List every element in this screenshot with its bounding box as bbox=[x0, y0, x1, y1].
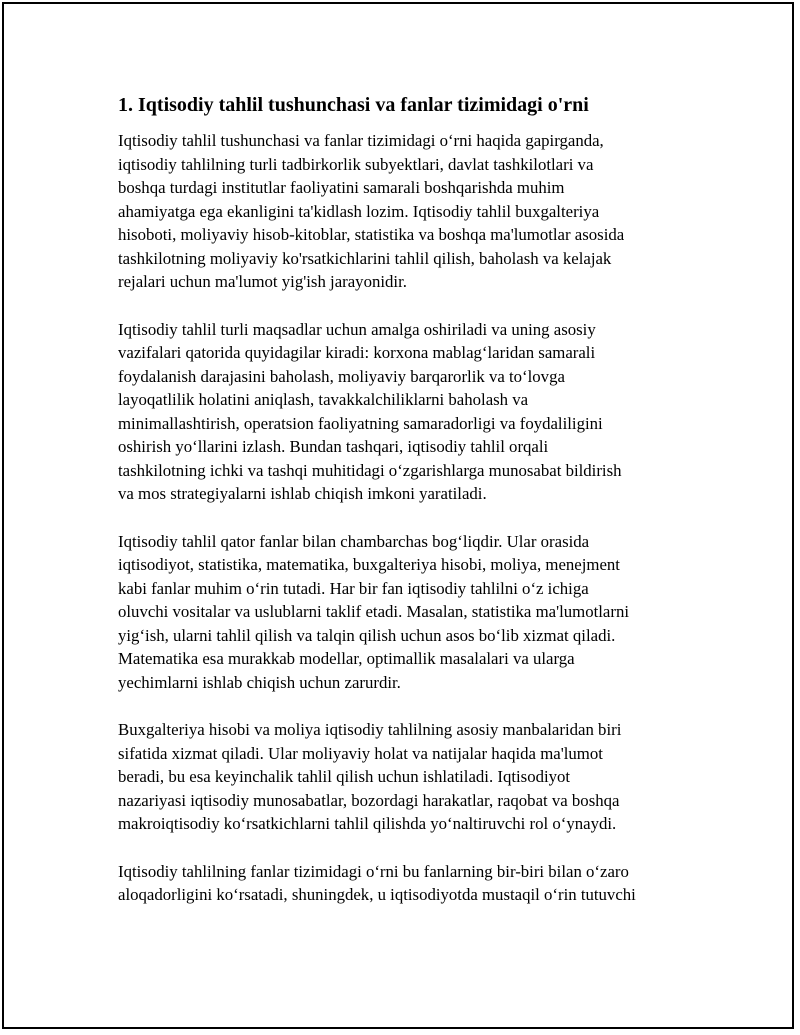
text-line: yechimlarni ishlab chiqish uchun zarurdir. bbox=[118, 672, 401, 692]
text-line: ahamiyatga ega ekanligini ta'kidlash lozim. Iqtisodiy tahlil buxgalteriya bbox=[118, 201, 600, 221]
document-content bbox=[118, 91, 698, 907]
text-line: makroiqtisodiy ko‘rsatkichlarni tahlil qilishda yo‘naltiruvchi rol o‘ynaydi. bbox=[118, 814, 617, 833]
paragraph bbox=[118, 860, 698, 907]
text-line: foydalanish darajasini baholash, moliyaviy barqarorlik va to‘lovga bbox=[118, 366, 565, 386]
text-line: Iqtisodiy tahlil turli maqsadlar uchun amalga oshiriladi va uning asosiy bbox=[118, 319, 596, 339]
text-line: nazariyasi iqtisodiy munosabatlar, bozordagi harakatlar, raqobat va boshqa bbox=[118, 790, 620, 810]
text-line: sifatida xizmat qiladi. Ular moliyaviy holat va natijalar haqida ma'lumot bbox=[118, 743, 603, 763]
text-line: iqtisodiy tahlilning turli tadbirkorlik subyektlari, davlat tashkilotlari va bbox=[118, 154, 594, 174]
text-line: yig‘ish, ularni tahlil qilish va talqin qilish uchun asos bo‘lib xizmat qiladi. bbox=[118, 625, 616, 645]
text-line: hisoboti, moliyaviy hisob-kitoblar, statistika va boshqa ma'lumotlar asosida bbox=[118, 225, 625, 244]
text-line: rejalari uchun ma'lumot yig'ish jarayonidir. bbox=[118, 272, 407, 291]
text-line: Matematika esa murakkab modellar, optimallik masalalari va ularga bbox=[118, 649, 575, 668]
text-line: iqtisodiyot, statistika, matematika, buxgalteriya hisobi, moliya, menejment bbox=[118, 555, 620, 574]
text-line: Iqtisodiy tahlilning fanlar tizimidagi o‘rni bu fanlarning bir-biri bilan o‘zaro bbox=[118, 861, 629, 881]
text-line: Iqtisodiy tahlil tushunchasi va fanlar tizimidagi o‘rni haqida gapirganda, bbox=[118, 131, 604, 150]
paragraph bbox=[118, 530, 698, 695]
document-title: 1. Iqtisodiy tahlil tushunchasi va fanlar tizimidagi o'rni bbox=[118, 94, 589, 116]
text-line: beradi, bu esa keyinchalik tahlil qilish uchun ishlatiladi. Iqtisodiyot bbox=[118, 767, 571, 786]
text-line: vazifalari qatorida quyidagilar kiradi: korxona mablag‘laridan samarali bbox=[118, 343, 596, 362]
paragraph bbox=[118, 718, 698, 836]
text-line: Buxgalteriya hisobi va moliya iqtisodiy tahlilning asosiy manbalaridan biri bbox=[118, 720, 622, 739]
text-line: minimallashtirish, operatsion faoliyatning samaradorligi va foydaliligini bbox=[118, 413, 603, 433]
text-line: aloqadorligini ko‘rsatadi, shuningdek, u iqtisodiyotda mustaqil o‘rin tutuvchi bbox=[118, 885, 636, 904]
text-line: oshirish yo‘llarini izlash. Bundan tashqari, iqtisodiy tahlil orqali bbox=[118, 437, 549, 456]
text-line: layoqatlilik holatini aniqlash, tavakkalchiliklarni baholash va bbox=[118, 390, 529, 409]
document-body bbox=[118, 129, 698, 907]
text-line: va mos strategiyalarni ishlab chiqish imkoni yaratiladi. bbox=[118, 484, 487, 503]
text-line: boshqa turdagi institutlar faoliyatini samarali boshqarishda muhim bbox=[118, 178, 565, 197]
paragraph bbox=[118, 129, 698, 294]
text-line: kabi fanlar muhim o‘rin tutadi. Har bir fan iqtisodiy tahlilni o‘z ichiga bbox=[118, 578, 589, 598]
text-line: tashkilotning ichki va tashqi muhitidagi o‘zgarishlarga munosabat bildirish bbox=[118, 460, 622, 480]
text-line: Iqtisodiy tahlil qator fanlar bilan chambarchas bog‘liqdir. Ular orasida bbox=[118, 531, 590, 551]
text-line: tashkilotning moliyaviy ko'rsatkichlarini tahlil qilish, baholash va kelajak bbox=[118, 248, 612, 268]
paragraph bbox=[118, 318, 698, 506]
text-line: oluvchi vositalar va uslublarni taklif etadi. Masalan, statistika ma'lumotlarni bbox=[118, 602, 630, 621]
